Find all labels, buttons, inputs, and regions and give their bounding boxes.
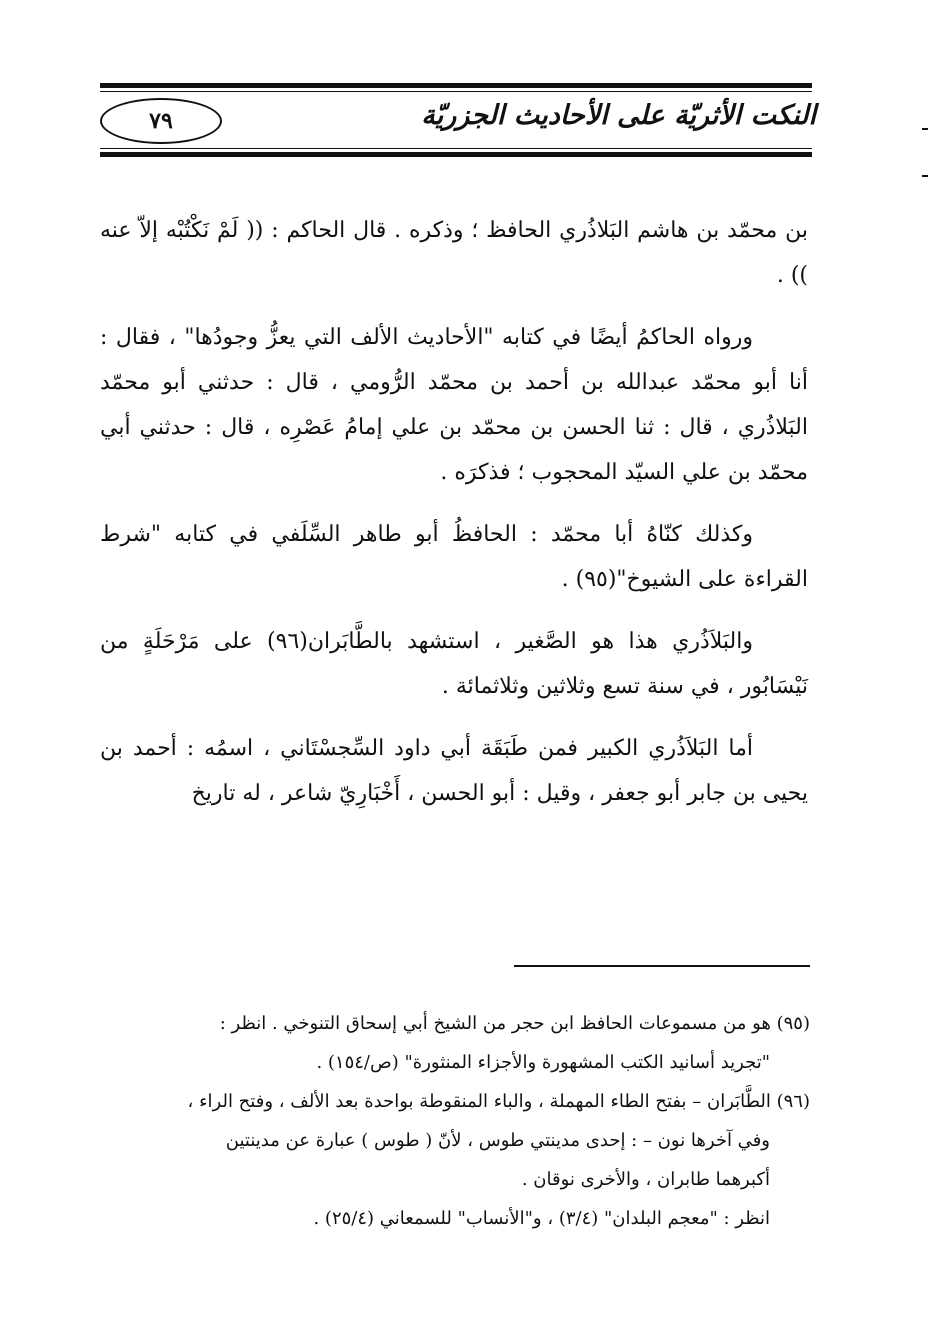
- main-text: [100, 208, 808, 833]
- header-bottom-rule: [100, 152, 812, 157]
- footnote-96-line: (٩٦) الطَّابَران – بفتح الطاء المهملة ، والباء المنقوطة بواحدة بعد الألف ، وفتح الراء ،: [187, 1091, 810, 1112]
- header-bottom-thin-rule: [100, 148, 812, 149]
- footnotes: [100, 1006, 810, 1240]
- paragraph: والبَلاَذُري هذا هو الصَّغير ، استشهد بالطَّابَران(٩٦) على مَرْحَلَةٍ من نَيْسَابُور ، في سنة تسع وثلاثين وثلاثمائة .: [100, 629, 808, 699]
- paragraph: بن محمّد بن هاشم البَلاذُري الحافظ ؛ وذكره . قال الحاكم : (( لَمْ نَكْتُبْه إلاّ عنه )) .: [100, 218, 808, 288]
- footnote-95-line: (٩٥) هو من مسموعات الحافظ ابن حجر من الشيخ أبي إسحاق التنوخي . انظر :: [219, 1013, 810, 1034]
- footnote-separator: [514, 965, 810, 967]
- paragraph: أما البَلاَذُري الكبير فمن طَبَقَة أبي داود السِّجسْتَاني ، اسمُه : أحمد بن يحيى بن جابر أبو جعفر ، وقيل : أبو الحسن ، أَخْبَارِيّ شاعر ، له تاريخ: [100, 736, 808, 806]
- footnote-96-line: وفي آخرها نون – : إحدى مدينتي طوس ، لأنّ ( طوس ) عبارة عن مدينتين: [225, 1130, 770, 1151]
- paragraph: وكذلك كنّاهُ أبا محمّد : الحافظُ أبو طاهر السِّلَفي في كتابه "شرط القراءة على الشيوخ"(٩٥) .: [100, 522, 808, 592]
- page-number-oval: [100, 98, 222, 144]
- footnote-95-line: "تجريد أسانيد الكتب المشهورة والأجزاء المنثورة" (ص/١٥٤) .: [316, 1052, 770, 1073]
- footnote-96-line: انظر : "معجم البلدان" (٣/٤) ، و"الأنساب" للسمعاني (٢٥/٤) .: [313, 1208, 770, 1229]
- footnote-96-line: أكبرهما طابران ، والأخرى نوقان .: [521, 1169, 770, 1190]
- header-top-thin-rule: [100, 91, 812, 92]
- margin-mark: [922, 128, 928, 130]
- margin-mark: [922, 175, 928, 177]
- page-number: ٧٩: [149, 108, 173, 134]
- running-header-title: النكت الأثريّة على الأحاديث الجزريّة: [421, 100, 816, 131]
- header-top-rule: [100, 83, 812, 88]
- paragraph: ورواه الحاكمُ أيضًا في كتابه "الأحاديث الألف التي يعزُّ وجودُها" ، فقال : أنا أبو محمّد عبدالله بن أحمد بن محمّد الرُّومي ، قال : حدثني أبو محمّد البَلاذُري ، قال : ثنا الحسن بن محمّد بن علي إمامُ عَصْرِه ، قال : حدثني أبي محمّد بن علي السيّد المحجوب ؛ فذكرَه .: [100, 325, 808, 485]
